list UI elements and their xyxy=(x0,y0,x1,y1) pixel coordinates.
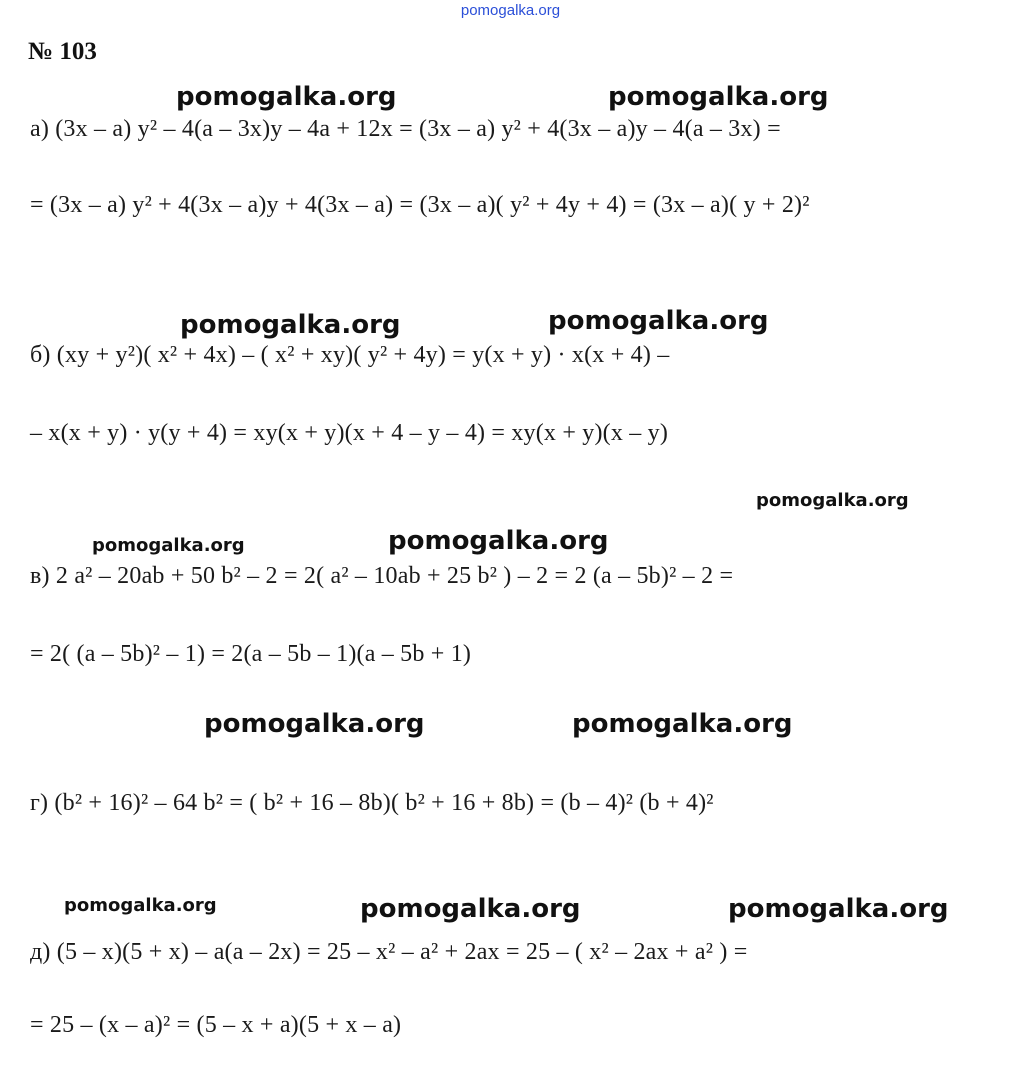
solution-line-g1: г) (b² + 16)² – 64 b² = ( b² + 16 – 8b)( b² + 16 + 8b) = (b – 4)² (b + 4)² xyxy=(30,790,714,816)
site-link[interactable]: pomogalka.org xyxy=(460,2,561,19)
watermark: pomogalka.org xyxy=(756,490,909,511)
watermark: pomogalka.org xyxy=(176,82,397,112)
solution-line-b2: – x(x + y) · y(y + 4) = xy(x + y)(x + 4 – y – 4) = xy(x + y)(x – y) xyxy=(30,420,669,446)
watermark: pomogalka.org xyxy=(180,310,401,340)
solution-line-v1: в) 2 a² – 20ab + 50 b² – 2 = 2( a² – 10ab + 25 b² ) – 2 = 2 (a – 5b)² – 2 = xyxy=(30,563,734,589)
watermark: pomogalka.org xyxy=(548,306,769,336)
watermark: pomogalka.org xyxy=(64,895,217,916)
watermark: pomogalka.org xyxy=(728,894,949,924)
watermark: pomogalka.org xyxy=(388,526,609,556)
exercise-number: № 103 xyxy=(28,38,97,65)
solution-line-d2: = 25 – (x – a)² = (5 – x + a)(5 + x – a) xyxy=(30,1012,402,1038)
solution-line-b1: б) (xy + y²)( x² + 4x) – ( x² + xy)( y² + 4y) = y(x + y) · x(x + 4) – xyxy=(30,342,670,368)
watermark: pomogalka.org xyxy=(204,709,425,739)
watermark: pomogalka.org xyxy=(608,82,829,112)
solution-line-v2: = 2( (a – 5b)² – 1) = 2(a – 5b – 1)(a – 5b + 1) xyxy=(30,641,472,667)
watermark: pomogalka.org xyxy=(360,894,581,924)
watermark: pomogalka.org xyxy=(92,535,245,556)
solution-line-d1: д) (5 – x)(5 + x) – a(a – 2x) = 25 – x² – a² + 2ax = 25 – ( x² – 2ax + a² ) = xyxy=(30,939,748,965)
solution-line-a2: = (3x – a) y² + 4(3x – a)y + 4(3x – a) = (3x – a)( y² + 4y + 4) = (3x – a)( y + 2)² xyxy=(30,192,810,218)
solution-line-a1: а) (3x – a) y² – 4(a – 3x)y – 4a + 12x = (3x – a) y² + 4(3x – a)y – 4(a – 3x) = xyxy=(30,116,781,142)
watermark: pomogalka.org xyxy=(572,709,793,739)
